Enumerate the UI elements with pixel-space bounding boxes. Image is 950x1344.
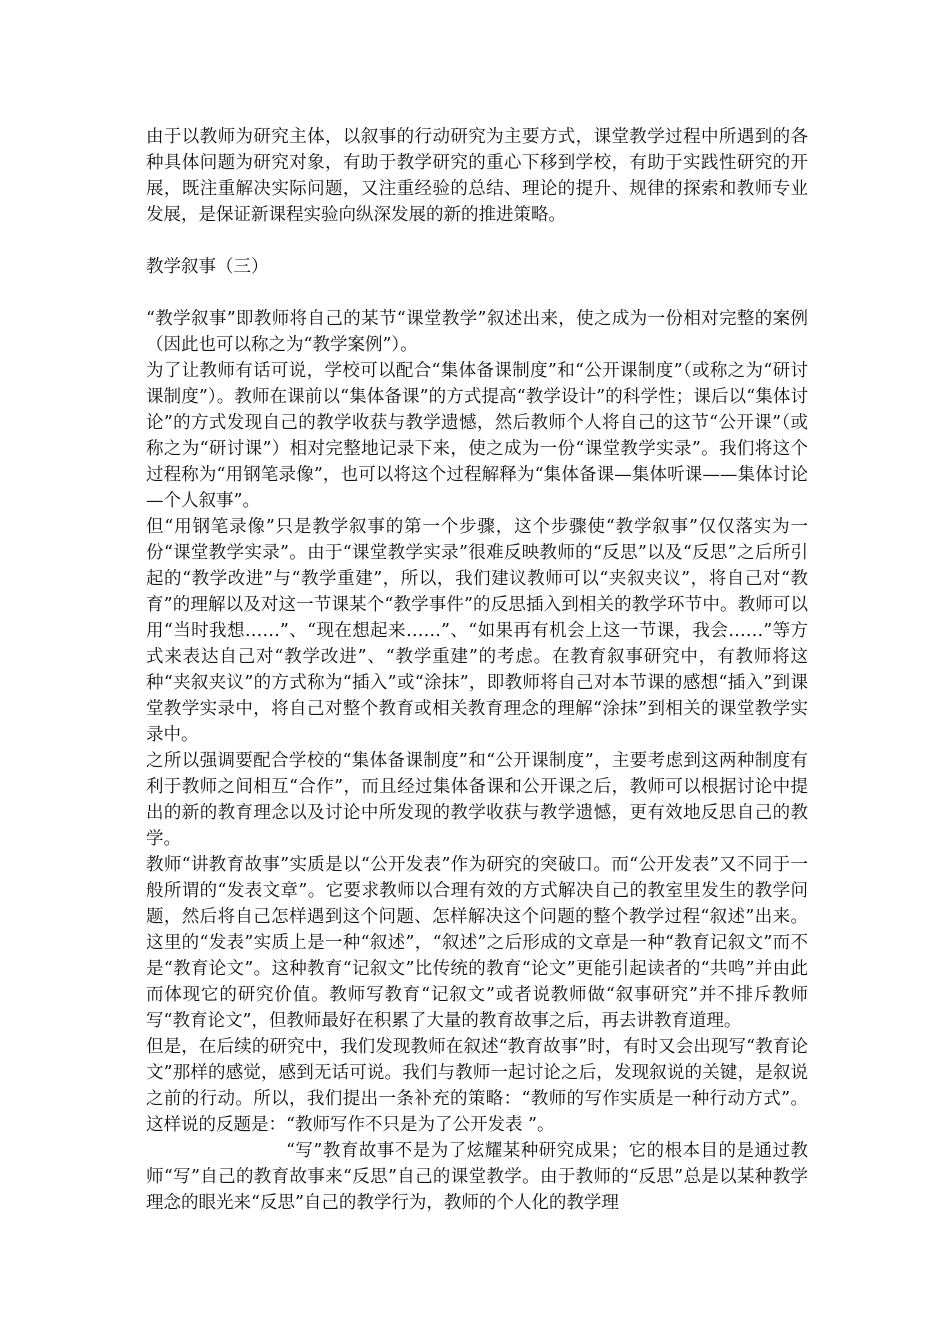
body-paragraph: 教师“讲教育故事”实质是以“公开发表”作为研究的突破口。而“公开发表”又不同于一般所谓的“发表文章”。它要求教师以合理有效的方式解决自己的教室里发生的教学问题，然后将自己怎样遇到这个问题、怎样解决这个问题的整个教学过程“叙述”出来。这里的“发表”实质上是一种“叙述”，“叙述”之后形成的文章是一种“教育记叙文”而不是“教育论文”。这种教育“记叙文”比传统的教育“论文”更能引起读者的“共鸣”并由此而体现它的研究价值。教师写教育“记叙文”或者说教师做“叙事研究”并不排斥教师写“教育论文”，但教师最好在积累了大量的教育故事之后，再去讲教育道理。 [146,855,808,1031]
final-paragraph: “写”教育故事不是为了炫耀某种研究成果；它的根本目的是通过教师“写”自己的教育故事来“反思”自己的课堂教学。由于教师的“反思”总是以某种教学理念的眼光来“反思”自己的教学行为，教师的个人化的教学理 [146,1141,808,1213]
paragraph-spacer [146,280,808,306]
section-heading: 教学叙事（三） [146,257,269,277]
intro-paragraph: 由于以教师为研究主体，以叙事的行动研究为主要方式，课堂教学过程中所遇到的各种具体问题为研究对象，有助于教学研究的重心下移到学校，有助于实践性研究的开展，既注重解决实际问题，又注重经验的总结、理论的提升、规律的探索和教师专业发展，是保证新课程实验向纵深发展的新的推进策略。 [146,127,808,225]
body-paragraph: 之所以强调要配合学校的“集体备课制度”和“公开课制度”，主要考虑到这两种制度有利于教师之间相互“合作”，而且经过集体备课和公开课之后，教师可以根据讨论中提出的新的教育理念以及讨论中所发现的教学收获与教学遗憾，更有效地反思自己的教学。 [146,751,808,849]
body-paragraph: 为了让教师有话可说，学校可以配合“集体备课制度”和“公开课制度”（或称之为“研讨课制度”）。教师在课前以“集体备课”的方式提高“教学设计”的科学性；课后以“集体讨论”的方式发现自己的教学收获与教学遗憾，然后教师个人将自己的这节“公开课”（或称之为“研讨课”）相对完整地记录下来，使之成为一份“课堂教学实录”。我们将这个过程称为“用钢笔录像”，也可以将这个过程解释为“集体备课—集体听课——集体讨论—个人叙事”。 [146,361,808,511]
body-paragraph: 但是，在后续的研究中，我们发现教师在叙述“教育故事”时，有时又会出现写“教育论文”那样的感觉，感到无话可说。我们与教师一起讨论之后，发现叙说的关键，是叙说之前的行动。所以，我们提出一条补充的策略：“教师的写作实质是一种行动方式”。这样说的反题是：“教师写作不只是为了公开发表 ”。 [146,1037,808,1135]
body-paragraph: “教学叙事”即教师将自己的某节“课堂教学”叙述出来，使之成为一份相对完整的案例（因此也可以称之为“教学案例”）。 [146,309,808,355]
body-paragraph: 但“用钢笔录像”只是教学叙事的第一个步骤，这个步骤使“教学叙事”仅仅落实为一份“课堂教学实录”。由于“课堂教学实录”很难反映教师的“反思”以及“反思”之后所引起的“教学改进”与“教学重建”，所以，我们建议教师可以“夹叙夹议”，将自己对“教育”的理解以及对这一节课某个“教学事件”的反思插入到相关的教学环节中。教师可以用“当时我想……”、“现在想起来……”、“如果再有机会上这一节课，我会……”等方式来表达自己对“教学改进”、“教学重建”的考虑。在教育叙事研究中，有教师将这种“夹叙夹议”的方式称为“插入”或“涂抹”，即教师将自己对本节课的感想“插入”到课堂教学实录中，将自己对整个教育或相关教育理念的理解“涂抹”到相关的课堂教学实录中。 [146,517,808,745]
document-body [146,124,808,1216]
paragraph-spacer [146,228,808,254]
